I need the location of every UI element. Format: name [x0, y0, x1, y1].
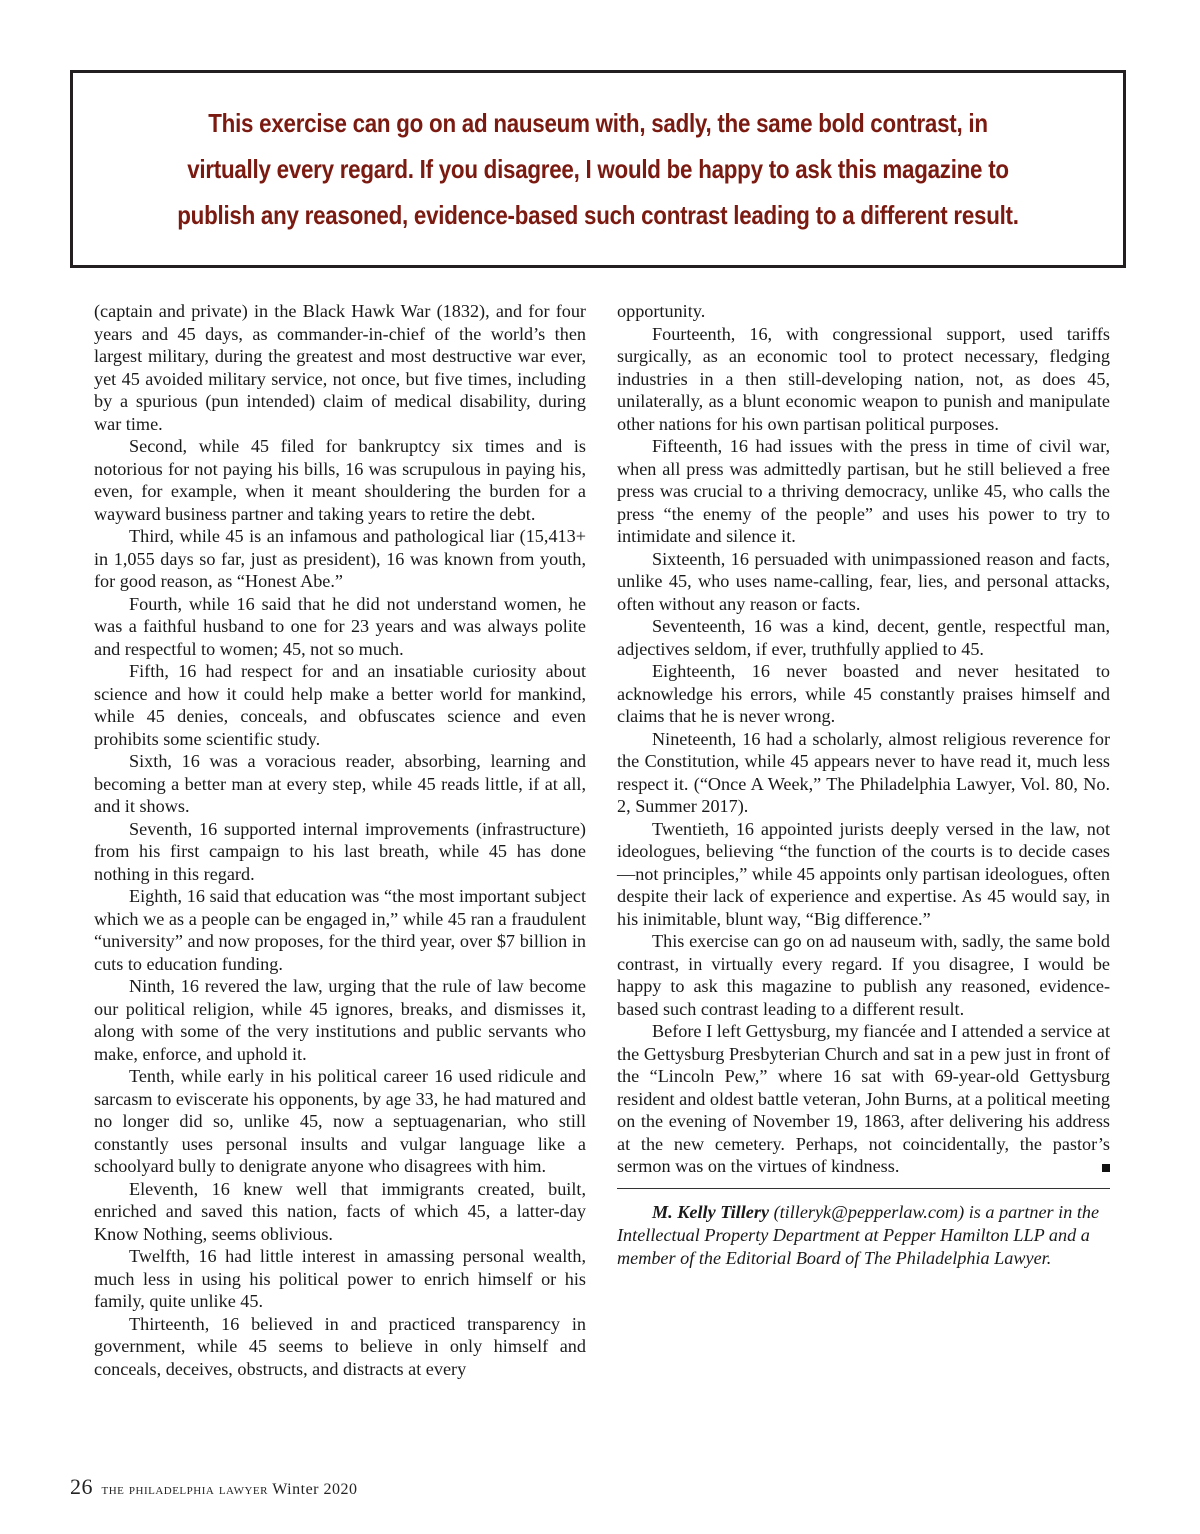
end-mark-icon [1102, 1164, 1110, 1172]
paragraph: Nineteenth, 16 had a scholarly, almost religious reverence for the Constitution, while 45 appears never to have read it, much less respect it. (“Once A Week,” The Philadelphia Lawyer, Vol. 80, No. 2, Summer 2017). [617, 728, 1110, 816]
pull-quote-box [70, 70, 1126, 268]
paragraph-text: Before I left Gettysburg, my fiancée and I attended a service at the Gettysburg Presbyterian Church and sat in a pew just in front of the “Lincoln Pew,” where 16 sat with 69-year-old Gettysburg resident and oldest battle veteran, John Burns, at a political meeting on the evening of November 19, 1863, after delivering his address at the new cemetery. Perhaps, not coincidentally, the pastor’s sermon was on the virtues of kindness. [617, 1021, 1110, 1176]
paragraph: Fourteenth, 16, with congressional support, used tariffs surgically, as an economic tool to protect necessary, fledging industries in a then still-developing nation, not, as does 45, unilaterally, as a blunt economic weapon to punish and manipulate other nations for his own partisan political purposes. [617, 323, 1110, 434]
paragraph: Sixth, 16 was a voracious reader, absorbing, learning and becoming a better man at every step, while 45 reads little, if at all, and it shows. [94, 751, 586, 816]
paragraph: Twentieth, 16 appointed jurists deeply versed in the law, not ideologues, believing “the function of the courts is to decide cases—not principles,” while 45 appoints only partisan ideologues, often despite their lack of experience and expertise. As 45 would say, in his inimitable, blunt way, “Big difference.” [617, 818, 1110, 929]
paragraph: Eighteenth, 16 never boasted and never hesitated to acknowledge his errors, while 45 constantly praises himself and claims that he is never wrong. [617, 661, 1110, 726]
author-bio [617, 1201, 1110, 1270]
paragraph: Seventh, 16 supported internal improvements (infrastructure) from his first campaign to his last breath, while 45 has done nothing in this regard. [94, 818, 586, 884]
paragraph: Thirteenth, 16 believed in and practiced transparency in government, while 45 seems to believe in only himself and conceals, deceives, obstructs, and distracts at every [94, 1313, 586, 1379]
paragraph: (captain and private) in the Black Hawk War (1832), and for four years and 45 days, as commander-in-chief of the world’s then largest military, during the greatest and most destructive war ever, yet 45 avoided military service, not once, but five times, including by a spurious (pun intended) claim of medical disability, during war time. [94, 301, 586, 434]
paragraph: opportunity. [617, 301, 706, 321]
paragraph: Third, while 45 is an infamous and pathological liar (15,413+ in 1,055 days so far, just as president), 16 was known from youth, for good reason, as “Honest Abe.” [94, 526, 586, 591]
paragraph: Ninth, 16 revered the law, urging that the rule of law become our political religion, while 45 ignores, breaks, and dismisses it, along with some of the very institutions and public servants who make, enforce, and uphold it. [94, 976, 586, 1064]
paragraph: Eighth, 16 said that education was “the most important subject which we as a people can be engaged in,” while 45 ran a fraudulent “university” and now proposes, for the third year, over $7 billion in cuts to education funding. [94, 886, 586, 974]
paragraph: Fifth, 16 had respect for and an insatiable curiosity about science and how it could help make a better world for mankind, while 45 denies, conceals, and obfuscates science and even prohibits some scientific study. [94, 661, 586, 749]
paragraph-last [617, 1020, 1110, 1178]
divider [617, 1188, 1110, 1189]
paragraph: Second, while 45 filed for bankruptcy six times and is notorious for not paying his bills, 16 was scrupulous in paying his, even, for example, when it meant shouldering the burden for a wayward business partner and taking years to retire the debt. [94, 436, 586, 524]
paragraph: Fifteenth, 16 had issues with the press in time of civil war, when all press was admittedly partisan, but he still believed a free press was crucial to a thriving democracy, unlike 45, who calls the press “the enemy of the people” and uses his power to try to intimidate and silence it. [617, 436, 1110, 546]
pull-quote-text: This exercise can go on ad nauseum with, sadly, the same bold contrast, in virtually every regard. If you disagree, I would be happy to ask this magazine to publish any reasoned, evidence-based such contrast leading to a different result. [177, 108, 1019, 230]
magazine-name: the philadelphia lawyer [101, 1481, 268, 1498]
paragraph: Seventeenth, 16 was a kind, decent, gentle, respectful man, adjectives seldom, if ever, truthfully applied to 45. [617, 616, 1110, 659]
paragraph: Sixteenth, 16 persuaded with unimpassioned reason and facts, unlike 45, who uses name-calling, fear, lies, and personal attacks, often without any reason or facts. [617, 548, 1110, 614]
paragraph: Fourth, while 16 said that he did not understand women, he was a faithful husband to one for 23 years and was always polite and respectful to women; 45, not so much. [94, 593, 586, 659]
paragraph: Tenth, while early in his political career 16 used ridicule and sarcasm to eviscerate his opponents, by age 33, he had matured and no longer did so, unlike 45, now a septuagenarian, who still constantly uses personal insults and vulgar language like a schoolyard bully to denigrate anyone who disagrees with him. [94, 1066, 586, 1176]
paragraph: Eleventh, 16 knew well that immigrants created, built, enriched and saved this nation, facts of which 45, a latter-day Know Nothing, seems oblivious. [94, 1178, 586, 1244]
paragraph: This exercise can go on ad nauseum with, sadly, the same bold contrast, in virtually every regard. If you disagree, I would be happy to ask this magazine to publish any reasoned, evidence-based such contrast leading to a different result. [617, 931, 1110, 1019]
author-bio-text: (tilleryk@pepperlaw.com) is a partner in the Intellectual Property Department at Pepper Hamilton LLP and a member of the Editorial Board of The Philadelphia Lawyer. [617, 1201, 1100, 1268]
page-number: 26 [70, 1474, 93, 1499]
issue-label: Winter 2020 [272, 1481, 358, 1498]
right-column [617, 300, 1110, 1270]
paragraph: Twelfth, 16 had little interest in amassing personal wealth, much less in using his political power to enrich himself or his family, quite unlike 45. [94, 1246, 586, 1311]
page-footer [70, 1474, 358, 1500]
left-column [94, 300, 586, 1380]
author-name: M. Kelly Tillery [652, 1201, 770, 1222]
